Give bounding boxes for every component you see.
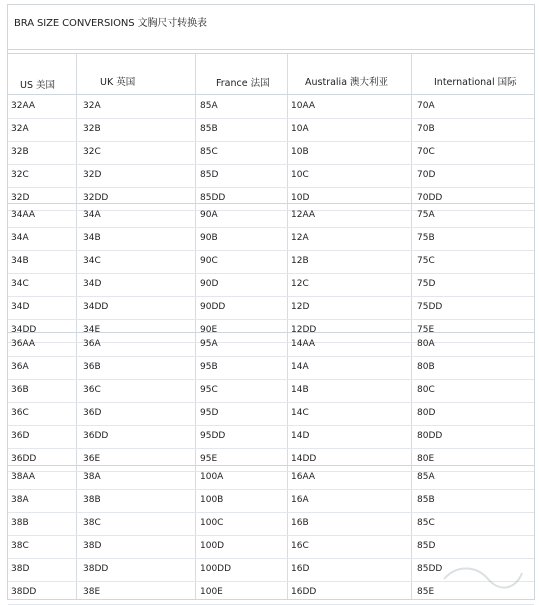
cell-australia: 16A	[291, 495, 309, 505]
header-uk: UK 英国	[100, 77, 136, 88]
cell-us: 38DD	[11, 587, 37, 597]
table-row	[8, 96, 534, 119]
cell-international: 70A	[417, 101, 435, 111]
cell-us: 32B	[11, 147, 29, 157]
cell-uk: 36D	[83, 408, 102, 418]
cell-france: 95C	[200, 385, 218, 395]
cell-australia: 10D	[291, 193, 310, 203]
cell-international: 75C	[417, 256, 435, 266]
cell-us: 34B	[11, 256, 29, 266]
cell-france: 90DD	[200, 302, 226, 312]
cell-us: 32C	[11, 170, 29, 180]
cell-uk: 36E	[83, 454, 101, 464]
cell-international: 75A	[417, 210, 435, 220]
cell-australia: 12B	[291, 256, 309, 266]
cell-us: 36AA	[11, 339, 36, 349]
cell-international: 70B	[417, 124, 435, 134]
cell-us: 36B	[11, 385, 29, 395]
cell-international: 75E	[417, 325, 435, 335]
cell-france: 100C	[200, 518, 224, 528]
cell-uk: 36DD	[83, 431, 109, 441]
header-australia: Australia 澳大利亚	[305, 77, 389, 88]
cell-australia: 14DD	[291, 454, 317, 464]
cell-us: 32AA	[11, 101, 36, 111]
cell-france: 100B	[200, 495, 224, 505]
group-separator	[8, 465, 534, 466]
cell-france: 90A	[200, 210, 218, 220]
cell-uk: 38D	[83, 541, 102, 551]
cell-international: 70D	[417, 170, 436, 180]
table-row	[8, 467, 534, 490]
cell-international: 75B	[417, 233, 435, 243]
cell-us: 34DD	[11, 325, 37, 335]
cell-france: 95A	[200, 339, 218, 349]
cell-australia: 10A	[291, 124, 309, 134]
group-separator	[8, 332, 534, 333]
cell-us: 32A	[11, 124, 29, 134]
cell-uk: 38B	[83, 495, 101, 505]
cell-international: 80C	[417, 385, 435, 395]
cell-us: 34A	[11, 233, 29, 243]
cell-uk: 32B	[83, 124, 101, 134]
cell-us: 36D	[11, 431, 30, 441]
cell-france: 85A	[200, 101, 218, 111]
table-row	[8, 119, 534, 142]
cell-uk: 36B	[83, 362, 101, 372]
cell-uk: 32D	[83, 170, 102, 180]
header-france: France 法国	[216, 78, 270, 89]
table-title: BRA SIZE CONVERSIONS 文胸尺寸转换表	[14, 18, 207, 29]
cell-international: 70DD	[417, 193, 443, 203]
table-row	[8, 165, 534, 188]
cell-uk: 38DD	[83, 564, 109, 574]
cell-france: 90C	[200, 256, 218, 266]
table-row	[8, 490, 534, 513]
cell-uk: 34D	[83, 279, 102, 289]
cell-france: 85C	[200, 147, 218, 157]
cell-france: 90D	[200, 279, 219, 289]
cell-international: 85DD	[417, 564, 443, 574]
cell-france: 100A	[200, 472, 224, 482]
cell-uk: 36C	[83, 385, 101, 395]
cell-international: 70C	[417, 147, 435, 157]
cell-international: 80B	[417, 362, 435, 372]
table-row	[8, 274, 534, 297]
cell-france: 100D	[200, 541, 225, 551]
cell-france: 85D	[200, 170, 219, 180]
cell-australia: 10AA	[291, 101, 316, 111]
cell-us: 36A	[11, 362, 29, 372]
table-row	[8, 536, 534, 559]
cell-australia: 14AA	[291, 339, 316, 349]
table-row	[8, 205, 534, 228]
cell-us: 38D	[11, 564, 30, 574]
cell-uk: 34C	[83, 256, 101, 266]
cell-international: 80DD	[417, 431, 443, 441]
table-row	[8, 251, 534, 274]
cell-australia: 16D	[291, 564, 310, 574]
cell-australia: 14C	[291, 408, 309, 418]
cell-australia: 14B	[291, 385, 309, 395]
cell-france: 85DD	[200, 193, 226, 203]
cell-uk: 34DD	[83, 302, 109, 312]
table-row	[8, 297, 534, 320]
cell-uk: 38A	[83, 472, 101, 482]
cell-international: 80D	[417, 408, 436, 418]
cell-international: 80E	[417, 454, 435, 464]
table-row	[8, 380, 534, 403]
title-bar	[8, 5, 534, 50]
cell-australia: 12AA	[291, 210, 316, 220]
cell-australia: 16B	[291, 518, 309, 528]
header-international: International 国际	[434, 77, 517, 88]
cell-us: 38C	[11, 541, 29, 551]
cell-france: 95D	[200, 408, 219, 418]
cell-uk: 38C	[83, 518, 101, 528]
cell-international: 85B	[417, 495, 435, 505]
cell-uk: 32A	[83, 101, 101, 111]
cell-uk: 36A	[83, 339, 101, 349]
table-row	[8, 426, 534, 449]
cell-us: 36C	[11, 408, 29, 418]
cell-us: 34D	[11, 302, 30, 312]
cell-france: 90B	[200, 233, 218, 243]
cell-australia: 10B	[291, 147, 309, 157]
cell-international: 85D	[417, 541, 436, 551]
watermark-logo	[436, 561, 526, 591]
cell-uk: 34B	[83, 233, 101, 243]
cell-uk: 32DD	[83, 193, 109, 203]
cell-france: 100E	[200, 587, 223, 597]
table-row	[8, 228, 534, 251]
cell-uk: 34A	[83, 210, 101, 220]
table-row	[8, 334, 534, 357]
cell-international: 75DD	[417, 302, 443, 312]
cell-australia: 10C	[291, 170, 309, 180]
cell-us: 34AA	[11, 210, 36, 220]
group-separator	[8, 94, 534, 95]
size-conversion-table	[7, 4, 535, 600]
table-row	[8, 513, 534, 536]
cell-international: 85A	[417, 472, 435, 482]
table-row	[8, 403, 534, 426]
cell-australia: 16DD	[291, 587, 317, 597]
cell-international: 85C	[417, 518, 435, 528]
cell-us: 34C	[11, 279, 29, 289]
cell-australia: 12C	[291, 279, 309, 289]
cell-international: 85E	[417, 587, 435, 597]
cell-australia: 12D	[291, 302, 310, 312]
cell-australia: 12A	[291, 233, 309, 243]
cell-us: 38AA	[11, 472, 36, 482]
cell-uk: 38E	[83, 587, 101, 597]
cell-uk: 34E	[83, 325, 101, 335]
cell-australia: 16C	[291, 541, 309, 551]
cell-australia: 14A	[291, 362, 309, 372]
group-separator	[8, 203, 534, 204]
cell-france: 100DD	[200, 564, 232, 574]
cell-uk: 32C	[83, 147, 101, 157]
table-row	[8, 142, 534, 165]
cell-france: 85B	[200, 124, 218, 134]
cell-france: 90E	[200, 325, 218, 335]
cell-us: 38B	[11, 518, 29, 528]
header-us: US 美国	[20, 80, 56, 91]
cell-international: 80A	[417, 339, 435, 349]
table-row	[8, 357, 534, 380]
cell-france: 95B	[200, 362, 218, 372]
cell-australia: 16AA	[291, 472, 316, 482]
cell-international: 75D	[417, 279, 436, 289]
cell-france: 95E	[200, 454, 218, 464]
header-row	[8, 53, 534, 95]
cell-us: 32D	[11, 193, 30, 203]
cell-france: 95DD	[200, 431, 226, 441]
cell-us: 36DD	[11, 454, 37, 464]
cell-us: 38A	[11, 495, 29, 505]
cell-australia: 12DD	[291, 325, 317, 335]
cell-australia: 14D	[291, 431, 310, 441]
